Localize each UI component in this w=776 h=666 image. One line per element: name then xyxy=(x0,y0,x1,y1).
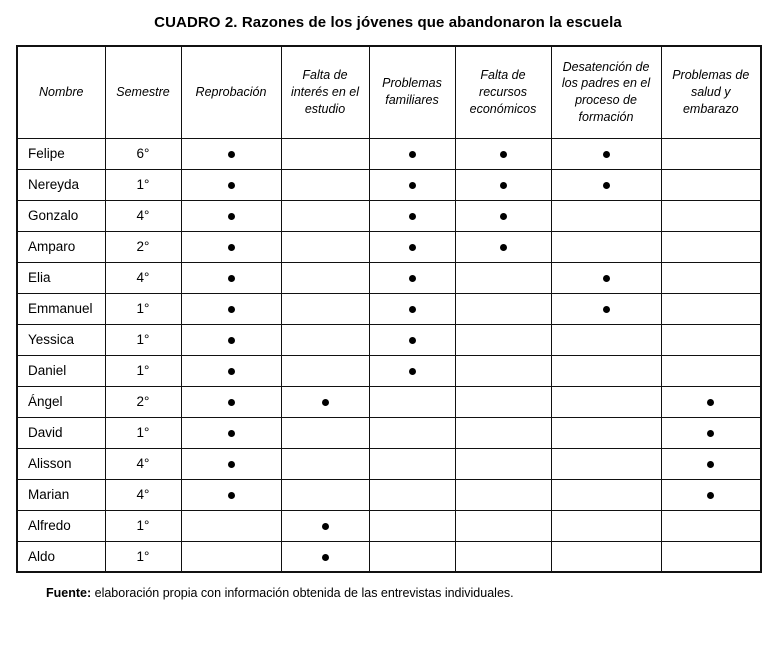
table-row xyxy=(17,541,761,572)
semester: 1° xyxy=(105,355,181,386)
reason-empty-cell xyxy=(369,386,455,417)
bullet-dot xyxy=(409,275,416,282)
bullet-dot xyxy=(228,337,235,344)
student-name: Gonzalo xyxy=(17,200,105,231)
reason-empty-cell xyxy=(661,293,761,324)
bullet-dot xyxy=(228,151,235,158)
table-row xyxy=(17,262,761,293)
reason-mark-cell xyxy=(181,293,281,324)
bullet-dot xyxy=(228,182,235,189)
semester: 4° xyxy=(105,479,181,510)
bullet-dot xyxy=(228,399,235,406)
table-row xyxy=(17,448,761,479)
student-name: Felipe xyxy=(17,138,105,169)
semester: 1° xyxy=(105,293,181,324)
bullet-dot xyxy=(707,430,714,437)
bullet-dot xyxy=(322,399,329,406)
reason-empty-cell xyxy=(369,541,455,572)
student-name: Amparo xyxy=(17,231,105,262)
bullet-dot xyxy=(228,306,235,313)
reason-empty-cell xyxy=(551,541,661,572)
reason-empty-cell xyxy=(455,293,551,324)
reason-mark-cell xyxy=(369,169,455,200)
reason-mark-cell xyxy=(551,262,661,293)
bullet-dot xyxy=(228,213,235,220)
bullet-dot xyxy=(409,368,416,375)
table-row xyxy=(17,231,761,262)
bullet-dot xyxy=(409,244,416,251)
source-note-label: Fuente: xyxy=(46,586,92,600)
bullet-dot xyxy=(409,306,416,313)
reason-empty-cell xyxy=(455,510,551,541)
bullet-dot xyxy=(500,151,507,158)
bullet-dot xyxy=(228,430,235,437)
reason-empty-cell xyxy=(369,479,455,510)
reason-empty-cell xyxy=(661,510,761,541)
table-row xyxy=(17,510,761,541)
reason-empty-cell xyxy=(369,510,455,541)
reason-empty-cell xyxy=(661,138,761,169)
reason-empty-cell xyxy=(661,169,761,200)
table-row xyxy=(17,200,761,231)
reason-mark-cell xyxy=(661,417,761,448)
semester: 2° xyxy=(105,231,181,262)
reason-mark-cell xyxy=(551,293,661,324)
semester: 4° xyxy=(105,262,181,293)
reason-empty-cell xyxy=(281,200,369,231)
bullet-dot xyxy=(707,492,714,499)
reason-mark-cell xyxy=(551,138,661,169)
bullet-dot xyxy=(409,182,416,189)
reason-empty-cell xyxy=(281,231,369,262)
semester: 2° xyxy=(105,386,181,417)
table-row xyxy=(17,479,761,510)
bullet-dot xyxy=(228,492,235,499)
reason-empty-cell xyxy=(369,417,455,448)
reason-empty-cell xyxy=(181,541,281,572)
reason-empty-cell xyxy=(551,324,661,355)
reason-mark-cell xyxy=(369,138,455,169)
bullet-dot xyxy=(228,461,235,468)
reason-mark-cell xyxy=(181,200,281,231)
reason-mark-cell xyxy=(455,138,551,169)
reason-empty-cell xyxy=(661,262,761,293)
bullet-dot xyxy=(322,554,329,561)
table-row xyxy=(17,138,761,169)
bullet-dot xyxy=(603,182,610,189)
semester: 6° xyxy=(105,138,181,169)
reason-empty-cell xyxy=(281,293,369,324)
reason-mark-cell xyxy=(455,200,551,231)
semester: 1° xyxy=(105,541,181,572)
reason-mark-cell xyxy=(281,541,369,572)
reason-mark-cell xyxy=(369,200,455,231)
bullet-dot xyxy=(409,151,416,158)
reason-mark-cell xyxy=(369,262,455,293)
reason-mark-cell xyxy=(181,386,281,417)
reason-empty-cell xyxy=(551,200,661,231)
reason-mark-cell xyxy=(455,169,551,200)
reason-mark-cell xyxy=(281,510,369,541)
table-row xyxy=(17,293,761,324)
student-name: Alisson xyxy=(17,448,105,479)
student-name: Alfredo xyxy=(17,510,105,541)
reason-empty-cell xyxy=(455,262,551,293)
reason-mark-cell xyxy=(455,231,551,262)
semester: 1° xyxy=(105,324,181,355)
reason-mark-cell xyxy=(661,386,761,417)
reason-empty-cell xyxy=(281,479,369,510)
reason-mark-cell xyxy=(181,417,281,448)
student-name: Aldo xyxy=(17,541,105,572)
reason-mark-cell xyxy=(369,355,455,386)
bullet-dot xyxy=(603,151,610,158)
reason-mark-cell xyxy=(369,324,455,355)
reason-empty-cell xyxy=(551,479,661,510)
table-row xyxy=(17,386,761,417)
reason-empty-cell xyxy=(455,417,551,448)
dropout-reasons-table xyxy=(16,45,762,573)
semester: 4° xyxy=(105,200,181,231)
reason-empty-cell xyxy=(551,510,661,541)
student-name: Emmanuel xyxy=(17,293,105,324)
bullet-dot xyxy=(228,275,235,282)
reason-empty-cell xyxy=(281,262,369,293)
reason-mark-cell xyxy=(551,169,661,200)
reason-empty-cell xyxy=(281,169,369,200)
reason-mark-cell xyxy=(661,479,761,510)
bullet-dot xyxy=(409,337,416,344)
reason-empty-cell xyxy=(551,355,661,386)
bullet-dot xyxy=(603,306,610,313)
reason-mark-cell xyxy=(181,355,281,386)
student-name: Ángel xyxy=(17,386,105,417)
reason-mark-cell xyxy=(181,324,281,355)
semester: 1° xyxy=(105,510,181,541)
reason-empty-cell xyxy=(455,324,551,355)
bullet-dot xyxy=(322,523,329,530)
bullet-dot xyxy=(228,244,235,251)
column-header: Nombre xyxy=(17,46,105,138)
reason-mark-cell xyxy=(369,231,455,262)
column-header: Semestre xyxy=(105,46,181,138)
reason-empty-cell xyxy=(661,355,761,386)
reason-empty-cell xyxy=(455,386,551,417)
bullet-dot xyxy=(500,244,507,251)
reason-mark-cell xyxy=(281,386,369,417)
reason-empty-cell xyxy=(551,448,661,479)
bullet-dot xyxy=(707,461,714,468)
student-name: David xyxy=(17,417,105,448)
semester: 1° xyxy=(105,169,181,200)
student-name: Nereyda xyxy=(17,169,105,200)
source-note xyxy=(46,586,760,600)
reason-empty-cell xyxy=(551,417,661,448)
reason-empty-cell xyxy=(455,479,551,510)
reason-mark-cell xyxy=(181,262,281,293)
reason-empty-cell xyxy=(661,200,761,231)
column-header: Problemas de salud y embarazo xyxy=(661,46,761,138)
semester: 1° xyxy=(105,417,181,448)
column-header: Falta de recursos económicos xyxy=(455,46,551,138)
student-name: Marian xyxy=(17,479,105,510)
reason-empty-cell xyxy=(661,231,761,262)
reason-empty-cell xyxy=(661,541,761,572)
table-row xyxy=(17,355,761,386)
reason-empty-cell xyxy=(661,324,761,355)
bullet-dot xyxy=(500,213,507,220)
table-row xyxy=(17,324,761,355)
column-header: Desatención de los padres en el proceso de formación xyxy=(551,46,661,138)
column-header: Problemas familiares xyxy=(369,46,455,138)
header-row xyxy=(17,46,761,138)
reason-empty-cell xyxy=(281,417,369,448)
reason-mark-cell xyxy=(661,448,761,479)
reason-mark-cell xyxy=(181,448,281,479)
reason-empty-cell xyxy=(181,510,281,541)
table-body xyxy=(17,138,761,572)
reason-empty-cell xyxy=(551,386,661,417)
reason-mark-cell xyxy=(181,138,281,169)
reason-mark-cell xyxy=(181,479,281,510)
reason-mark-cell xyxy=(181,231,281,262)
reason-mark-cell xyxy=(181,169,281,200)
reason-empty-cell xyxy=(455,355,551,386)
reason-mark-cell xyxy=(369,293,455,324)
student-name: Elia xyxy=(17,262,105,293)
column-header: Reprobación xyxy=(181,46,281,138)
reason-empty-cell xyxy=(369,448,455,479)
reason-empty-cell xyxy=(281,138,369,169)
reason-empty-cell xyxy=(281,324,369,355)
reason-empty-cell xyxy=(551,231,661,262)
source-note-text: elaboración propia con información obtenida de las entrevistas individuales. xyxy=(91,586,514,600)
reason-empty-cell xyxy=(455,541,551,572)
student-name: Yessica xyxy=(17,324,105,355)
semester: 4° xyxy=(105,448,181,479)
bullet-dot xyxy=(500,182,507,189)
reason-empty-cell xyxy=(281,448,369,479)
column-header: Falta de interés en el estudio xyxy=(281,46,369,138)
table-row xyxy=(17,169,761,200)
bullet-dot xyxy=(707,399,714,406)
reason-empty-cell xyxy=(281,355,369,386)
bullet-dot xyxy=(228,368,235,375)
reason-empty-cell xyxy=(455,448,551,479)
student-name: Daniel xyxy=(17,355,105,386)
table-row xyxy=(17,417,761,448)
bullet-dot xyxy=(409,213,416,220)
bullet-dot xyxy=(603,275,610,282)
table-title: CUADRO 2. Razones de los jóvenes que abandonaron la escuela xyxy=(154,14,622,31)
